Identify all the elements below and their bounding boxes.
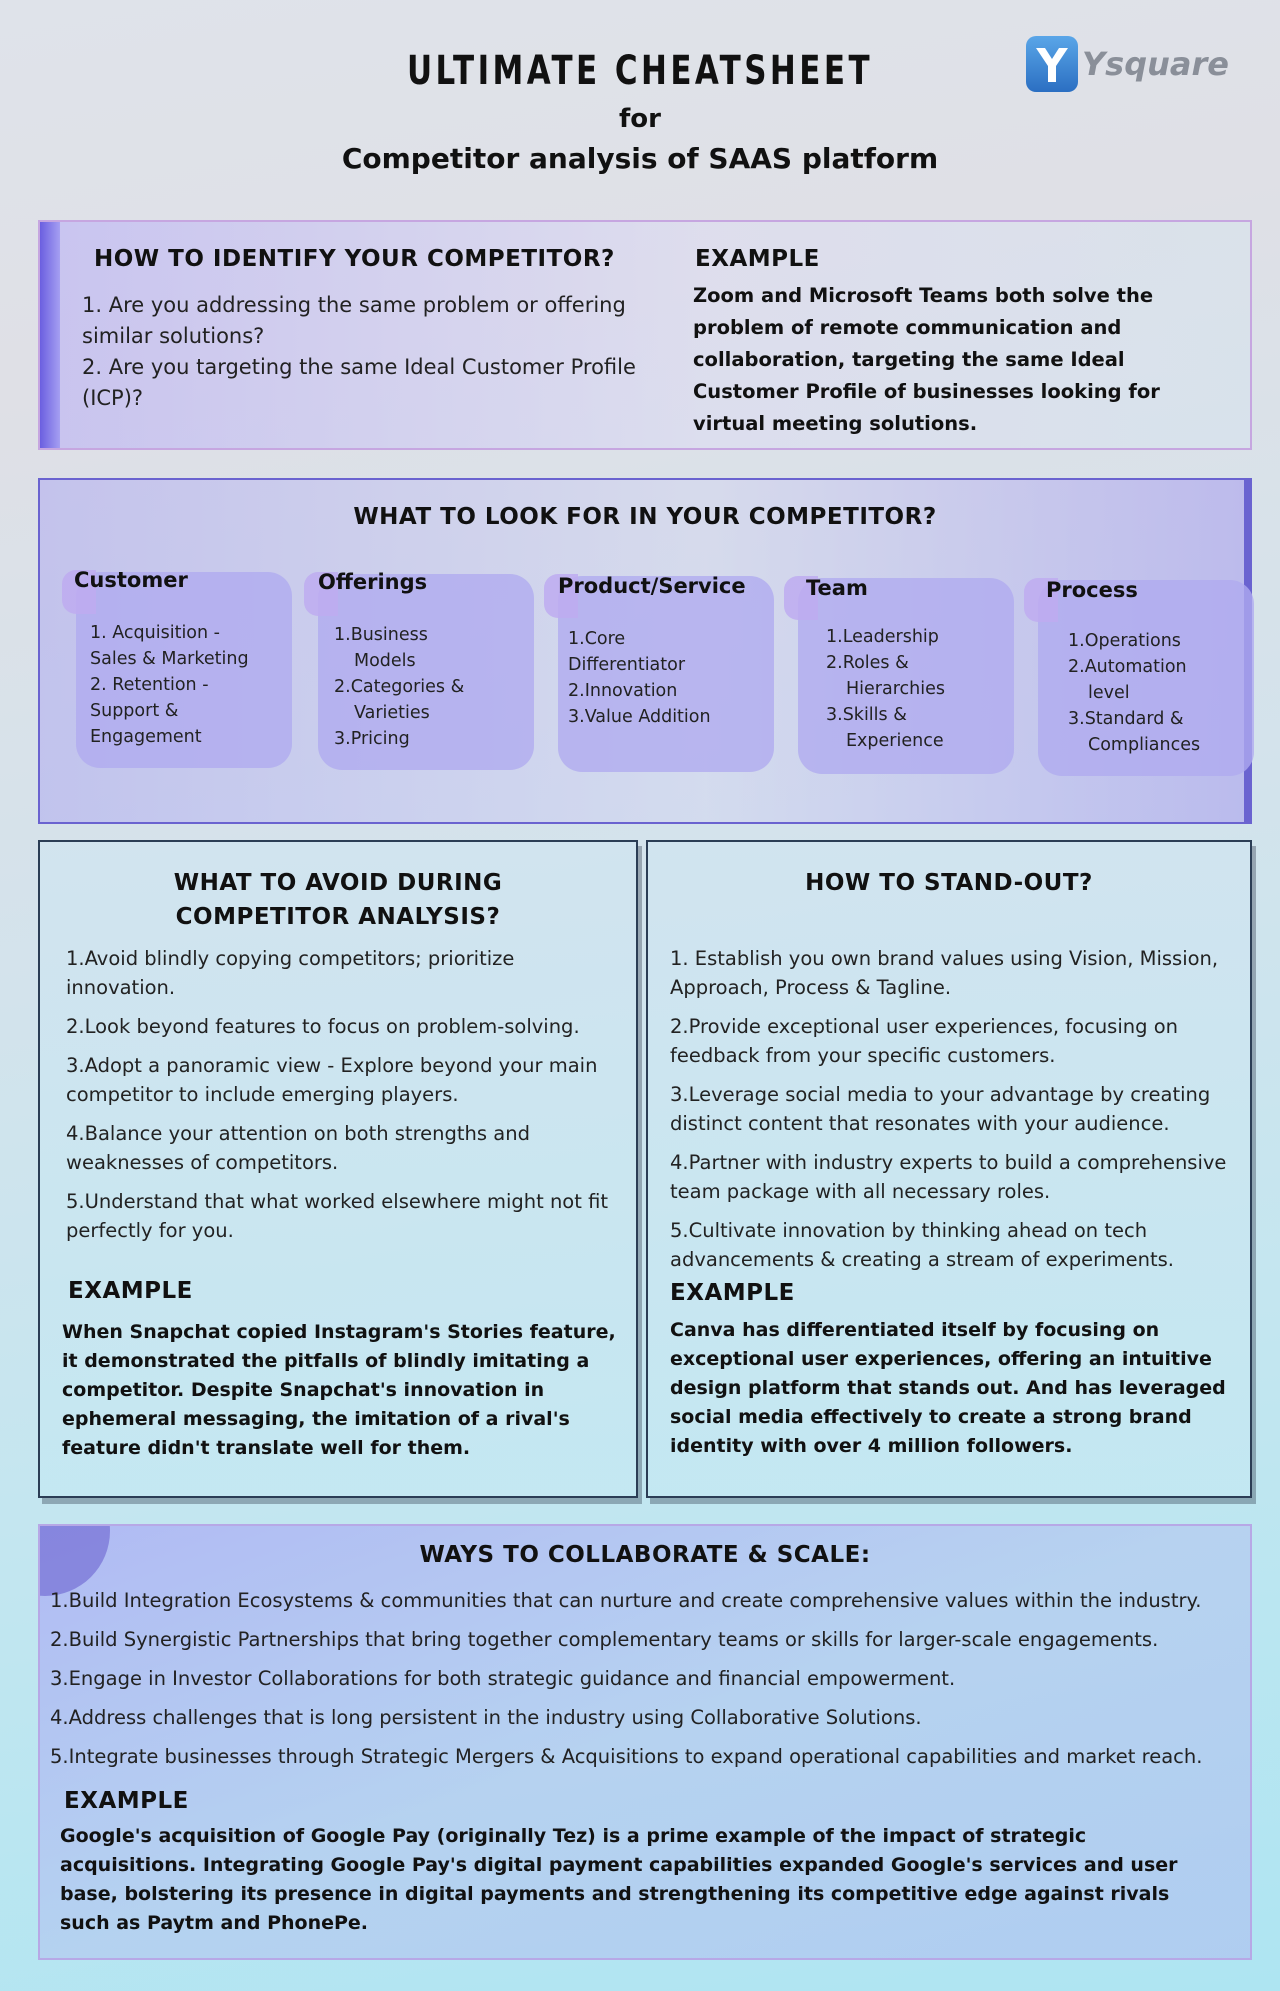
card-title: Customer bbox=[74, 568, 188, 592]
card-team bbox=[798, 578, 1014, 774]
list-item: 3.Engage in Investor Collaborations for both strategic guidance and financial empowerment. bbox=[50, 1667, 956, 1690]
avoid-heading: WHAT TO AVOID DURING COMPETITOR ANALYSIS? bbox=[173, 870, 503, 930]
standout-list bbox=[670, 944, 1240, 1284]
identify-example-text: Zoom and Microsoft Teams both solve the problem of remote communication and collaboration, targeting the same Ideal Customer Profile of businesses looking for virtual meeting solutions. bbox=[693, 284, 1160, 435]
card-customer bbox=[74, 568, 292, 768]
list-item: Varieties bbox=[354, 703, 430, 723]
list-item: 2.Automation bbox=[1068, 657, 1187, 677]
ysquare-logo-icon bbox=[1026, 36, 1078, 92]
list-item: Compliances bbox=[1088, 735, 1201, 755]
list-item: 2.Innovation bbox=[568, 681, 678, 701]
collaborate-example-text: Google's acquisition of Google Pay (originally Tez) is a prime example of the impact of strategic acquisitions. Integrating Google Pay's digital payment capabilities expanded Google's services and user base, bolstering its presence in digital payments and strengthening its competitive edge against rivals such as Paytm and PhonePe. bbox=[60, 1825, 1178, 1934]
list-item: 1.Operations bbox=[1068, 631, 1181, 651]
identify-heading: HOW TO IDENTIFY YOUR COMPETITOR? bbox=[94, 246, 615, 272]
list-item: Hierarchies bbox=[846, 679, 945, 699]
look-for-heading: WHAT TO LOOK FOR IN YOUR COMPETITOR? bbox=[353, 504, 937, 530]
identify-competitor-panel bbox=[38, 220, 1252, 450]
card-product-service bbox=[558, 576, 774, 772]
list-item: 4.Address challenges that is long persistent in the industry using Collaborative Solutions. bbox=[50, 1706, 922, 1729]
logo-text: Ysquare bbox=[1082, 45, 1229, 83]
list-item: 4.Partner with industry experts to build a comprehensive team package with all necessary roles. bbox=[670, 1151, 1227, 1203]
card-list bbox=[826, 624, 1008, 754]
identify-list bbox=[82, 290, 642, 414]
avoid-panel bbox=[38, 840, 638, 1498]
collaborate-panel bbox=[38, 1524, 1252, 1960]
list-item: 1.Core bbox=[568, 629, 626, 649]
collaborate-list bbox=[50, 1586, 1250, 1781]
list-item: Support & bbox=[90, 701, 179, 721]
list-item: 4.Balance your attention on both strengths and weaknesses of competitors. bbox=[66, 1122, 530, 1174]
list-item: 3.Skills & bbox=[826, 705, 907, 725]
list-item: 5.Cultivate innovation by thinking ahead on tech advancements & creating a stream of experiments. bbox=[670, 1219, 1174, 1271]
card-title: Process bbox=[1046, 578, 1138, 602]
list-item: 3.Leverage social media to your advantage by creating distinct content that resonates with your audience. bbox=[670, 1083, 1211, 1135]
list-item: 2.Roles & bbox=[826, 653, 909, 673]
look-for-panel bbox=[38, 478, 1252, 824]
avoid-list bbox=[66, 944, 626, 1255]
list-item: 1. Establish you own brand values using Vision, Mission, Approach, Process & Tagline. bbox=[670, 947, 1219, 999]
avoid-example-heading: EXAMPLE bbox=[68, 1278, 193, 1304]
list-item: 2.Categories & bbox=[334, 677, 465, 697]
list-item: 2.Look beyond features to focus on problem-solving. bbox=[66, 1015, 580, 1038]
standout-example-heading: EXAMPLE bbox=[670, 1280, 795, 1306]
card-offerings bbox=[318, 570, 534, 770]
list-item: Differentiator bbox=[568, 655, 686, 675]
card-list bbox=[90, 620, 286, 750]
list-item: 2. Are you targeting the same Ideal Customer Profile (ICP)? bbox=[82, 355, 636, 410]
standout-example-text: Canva has differentiated itself by focusing on exceptional user experiences, offering an intuitive design platform that stands out. And has leveraged social media effectively to create a strong brand identity with over 4 million followers. bbox=[670, 1319, 1226, 1457]
list-item: 3.Standard & bbox=[1068, 709, 1184, 729]
list-item: 3.Adopt a panoramic view - Explore beyond your main competitor to include emerging players. bbox=[66, 1054, 598, 1106]
brand-logo bbox=[1026, 36, 1229, 92]
list-item: 2. Retention - bbox=[90, 675, 209, 695]
card-list bbox=[568, 626, 768, 730]
list-item: Models bbox=[354, 651, 416, 671]
list-item: Engagement bbox=[90, 727, 202, 747]
list-item: 2.Provide exceptional user experiences, focusing on feedback from your specific customers. bbox=[670, 1015, 1178, 1067]
card-list bbox=[334, 622, 528, 752]
card-title: Team bbox=[806, 576, 868, 600]
list-item: 1. Acquisition - bbox=[90, 623, 220, 643]
title-for: for bbox=[619, 104, 661, 134]
list-item: 3.Pricing bbox=[334, 729, 410, 749]
standout-heading: HOW TO STAND-OUT? bbox=[805, 870, 1093, 896]
collaborate-heading: WAYS TO COLLABORATE & SCALE: bbox=[419, 1542, 871, 1568]
panel-accent-bar bbox=[40, 222, 60, 448]
list-item: 2.Build Synergistic Partnerships that bring together complementary teams or skills for larger-scale engagements. bbox=[50, 1628, 1159, 1651]
page-title: ULTIMATE CHEATSHEET bbox=[406, 48, 873, 94]
list-item: level bbox=[1088, 683, 1130, 703]
list-item: 1.Business bbox=[334, 625, 428, 645]
list-item: 1.Leadership bbox=[826, 627, 939, 647]
list-item: 3.Value Addition bbox=[568, 707, 711, 727]
avoid-example-text: When Snapchat copied Instagram's Stories feature, it demonstrated the pitfalls of blindly imitating a competitor. Despite Snapchat's innovation in ephemeral messaging, the imitation of a rival's feature didn't translate well for them. bbox=[62, 1321, 616, 1459]
list-item: 5.Understand that what worked elsewhere might not fit perfectly for you. bbox=[66, 1190, 609, 1242]
card-process bbox=[1038, 580, 1254, 776]
card-title: Offerings bbox=[318, 570, 428, 594]
list-item: 5.Integrate businesses through Strategic Mergers & Acquisitions to expand operational capabilities and market reach. bbox=[50, 1745, 1203, 1768]
list-item: Experience bbox=[846, 731, 944, 751]
list-item: Sales & Marketing bbox=[90, 649, 249, 669]
identify-example-heading: EXAMPLE bbox=[695, 246, 820, 272]
card-list bbox=[1068, 628, 1248, 758]
list-item: 1. Are you addressing the same problem or offering similar solutions? bbox=[82, 293, 626, 348]
list-item: 1.Build Integration Ecosystems & communities that can nurture and create comprehensive values within the industry. bbox=[50, 1589, 1202, 1612]
list-item: 1.Avoid blindly copying competitors; prioritize innovation. bbox=[66, 947, 515, 999]
collaborate-example-heading: EXAMPLE bbox=[64, 1788, 189, 1814]
page-subtitle: Competitor analysis of SAAS platform bbox=[341, 142, 939, 175]
card-title: Product/Service bbox=[558, 574, 746, 598]
standout-panel bbox=[646, 840, 1252, 1498]
